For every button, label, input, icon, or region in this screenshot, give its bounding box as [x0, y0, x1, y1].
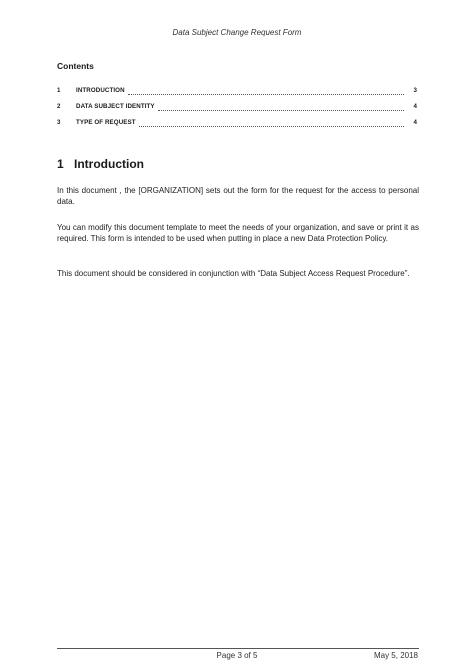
- toc-heading: Contents: [57, 61, 94, 71]
- section-number: 1: [57, 157, 64, 171]
- toc-entry-title: TYPE OF REQUEST: [76, 119, 136, 126]
- footer-divider: [57, 648, 419, 649]
- toc-entry-title: DATA SUBJECT IDENTITY: [76, 103, 155, 110]
- section-title: Introduction: [74, 157, 144, 171]
- toc-entry-title: INTRODUCTION: [76, 87, 125, 94]
- toc-entry-page: 4: [413, 103, 417, 110]
- toc-entry[interactable]: [57, 119, 417, 129]
- footer-date: May 5, 2018: [373, 651, 418, 660]
- toc-entry-page: 3: [413, 87, 417, 94]
- page-header: Data Subject Change Request Form: [172, 28, 302, 37]
- toc-entry[interactable]: [57, 87, 417, 97]
- body-paragraph: You can modify this document template to meet the needs of your organization, and save or print it as required. This form is intended to be used when putting in place a new Data Protection Policy.: [57, 223, 419, 244]
- page-number: Page 3 of 5: [216, 651, 258, 660]
- toc-leader-dots: [158, 104, 404, 111]
- toc-entry-number: 2: [57, 103, 61, 110]
- toc-leader-dots: [139, 120, 404, 127]
- toc-entry-number: 3: [57, 119, 61, 126]
- toc-leader-dots: [128, 88, 404, 95]
- body-paragraph: In this document , the [ORGANIZATION] sets out the form for the request for the access to personal data.: [57, 186, 419, 207]
- toc-entry-page: 4: [413, 119, 417, 126]
- section-heading: [57, 157, 144, 171]
- body-paragraph: This document should be considered in conjunction with “Data Subject Access Request Procedure”.: [57, 269, 410, 278]
- toc-entry-number: 1: [57, 87, 61, 94]
- toc-entry[interactable]: [57, 103, 417, 113]
